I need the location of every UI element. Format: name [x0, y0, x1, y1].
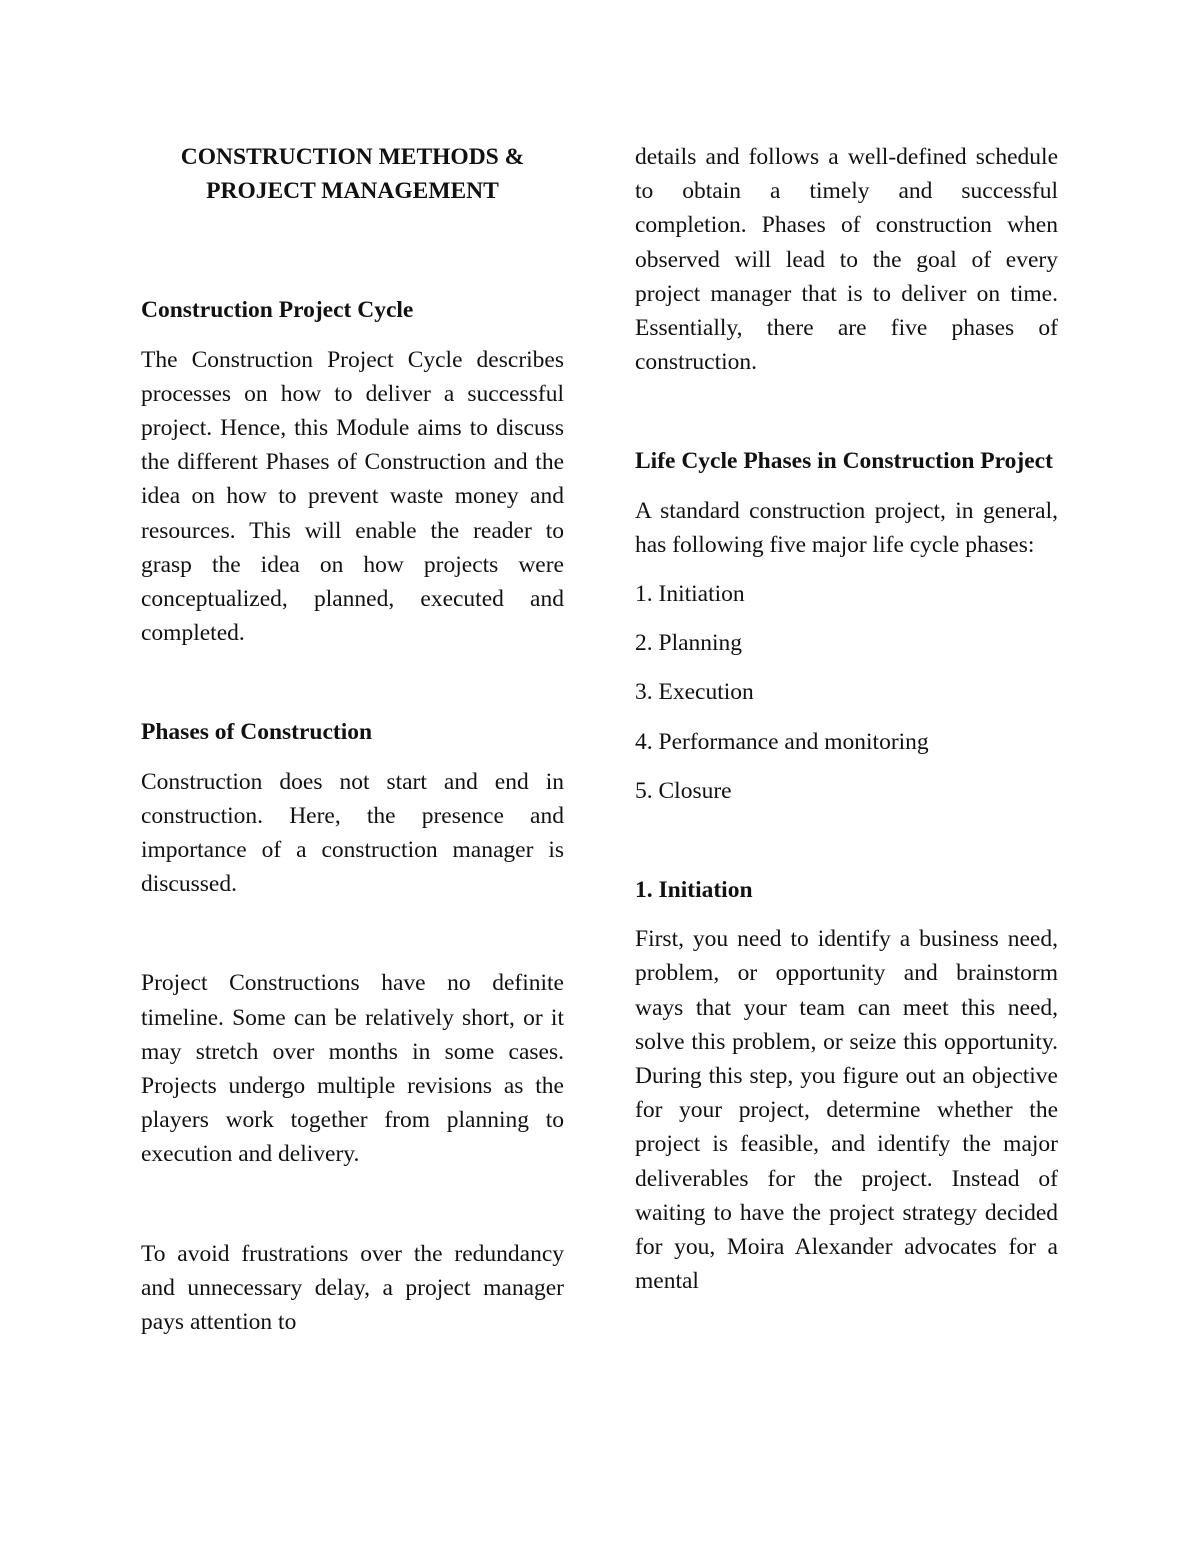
- list-item-performance-monitoring: 4. Performance and monitoring: [635, 728, 929, 755]
- document-title: [141, 140, 564, 208]
- paragraph-project-cycle: The Construction Project Cycle describes processes on how to deliver a successful project. Hence, this Module aims to discuss the different Phases of Construction and the idea on how to prevent waste money and resources. This will enable the reader to grasp the idea on how projects were conceptualized, planned, executed and completed.: [141, 346, 564, 647]
- heading-construction-project-cycle: Construction Project Cycle: [141, 297, 414, 324]
- heading-life-cycle-phases: Life Cycle Phases in Construction Project: [635, 448, 1053, 475]
- right-column: [635, 140, 1058, 1298]
- document-title-line-1: CONSTRUCTION METHODS &: [180, 144, 525, 170]
- spacer: [635, 660, 1058, 675]
- list-item-execution: 3. Execution: [635, 679, 754, 706]
- paragraph-continued: details and follows a well-defined schedule to obtain a timely and successful completion. Phases of construction when observed will lead to the goal of every project manager that is to deliver on time. Essentially, there are five phases of construction.: [635, 144, 1058, 376]
- list-item-closure: 5. Closure: [635, 777, 732, 804]
- heading-phases-of-construction: Phases of Construction: [141, 719, 373, 746]
- spacer: [141, 1172, 564, 1237]
- paragraph-avoid-frustrations: To avoid frustrations over the redundancy and unnecessary delay, a project manager pays attention to: [141, 1240, 564, 1336]
- spacer: [635, 759, 1058, 774]
- spacer: [635, 379, 1058, 444]
- list-item-initiation: 1. Initiation: [635, 581, 745, 608]
- spacer: [635, 479, 1058, 494]
- spacer: [141, 208, 564, 293]
- spacer: [635, 808, 1058, 873]
- spacer: [635, 611, 1058, 626]
- spacer: [141, 650, 564, 715]
- spacer: [635, 907, 1058, 922]
- paragraph-timeline: Project Constructions have no definite timeline. Some can be relatively short, or it may stretch over months in some cases. Projects undergo multiple revisions as the players work together from planning to execution and delivery.: [141, 970, 564, 1168]
- list-item-planning: 2. Planning: [635, 630, 743, 657]
- left-column: [141, 140, 564, 1339]
- spacer: [635, 562, 1058, 577]
- document-title-line-2: PROJECT MANAGEMENT: [206, 178, 499, 205]
- spacer: [141, 328, 564, 343]
- heading-initiation: 1. Initiation: [635, 877, 753, 904]
- spacer: [141, 750, 564, 765]
- spacer: [141, 901, 564, 966]
- paragraph-initiation: First, you need to identify a business need, problem, or opportunity and brainstorm ways that your team can meet this need, solve this problem, or seize this opportunity. During this step, you figure out an objective for your project, determine whether the project is feasible, and identify the major deliverables for the project. Instead of waiting to have the project strategy decided for you, Moira Alexander advocates for a mental: [635, 926, 1058, 1295]
- spacer: [635, 710, 1058, 725]
- paragraph-phases: Construction does not start and end in construction. Here, the presence and importance of a construction manager is discussed.: [141, 768, 564, 898]
- paragraph-life-cycle: A standard construction project, in general, has following five major life cycle phases:: [635, 497, 1058, 558]
